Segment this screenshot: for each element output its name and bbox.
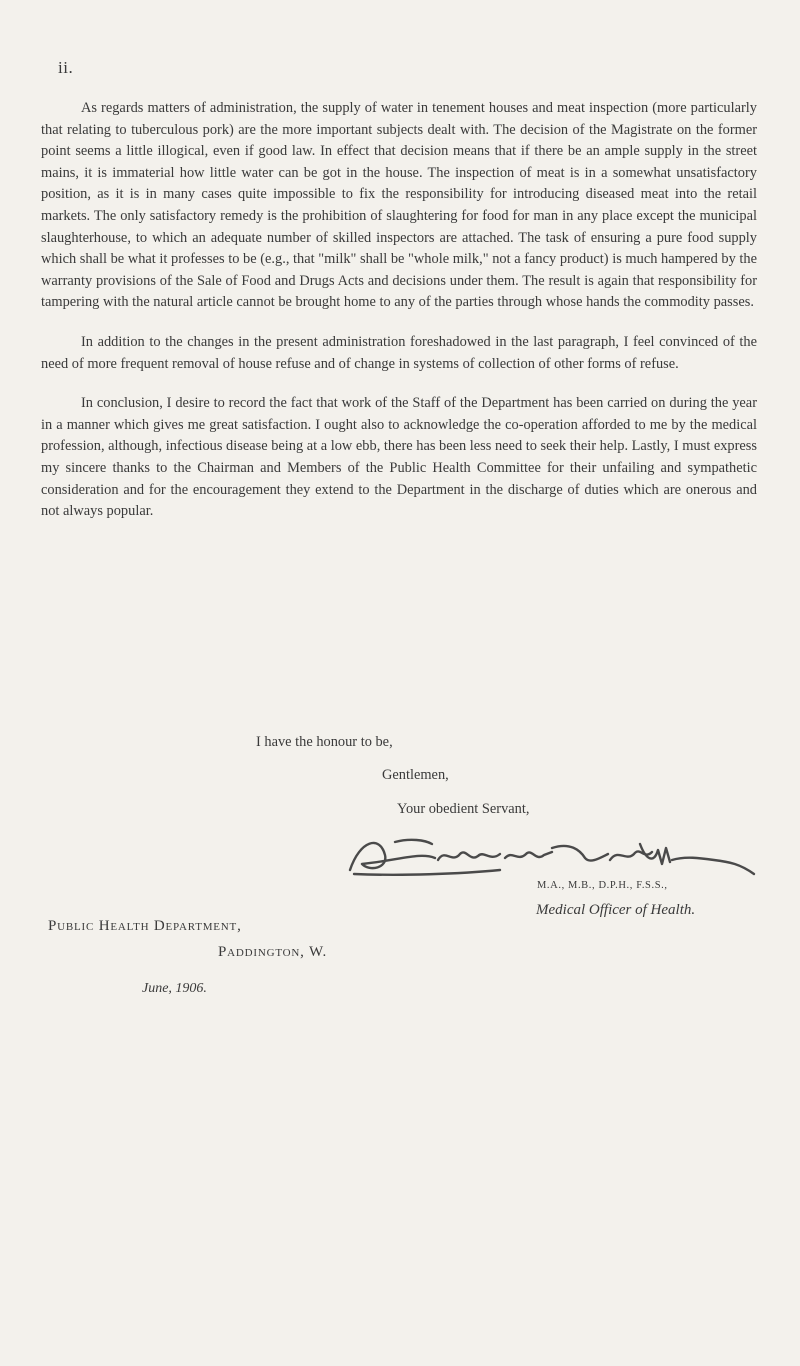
closing-salutation: Gentlemen, <box>382 767 449 783</box>
paragraph-conclusion: In conclusion, I desire to record the fact that work of the Staff of the Department has been carried on during the year in a manner which gives me great satisfaction. I ought also to acknowledge the co-operation afforded to me by the medical profession, although, infectious disease being at a low ebb, there has been less need to seek their help. Lastly, I must express my sincere thanks to the Chairman and Members of the Public Health Committee for their unfailing and sympathetic consideration and for the encouragement they extend to the Department in the discharge of duties which are onerous and not always popular. <box>41 395 758 520</box>
officer-title: Medical Officer of Health. <box>536 902 696 918</box>
department-place: Paddington, W. <box>218 944 328 960</box>
department-name: Public Health Department, <box>48 918 242 934</box>
letter-date: June, 1906. <box>142 981 207 996</box>
qualifications: M.A., M.B., D.P.H., F.S.S., <box>537 880 668 891</box>
handwritten-signature <box>340 830 760 880</box>
letter-body <box>41 98 757 541</box>
closing-servant: Your obedient Servant, <box>397 801 530 817</box>
page-number: ii. <box>58 58 74 77</box>
paragraph-refuse: In addition to the changes in the present administration foreshadowed in the last paragraph, I feel convinced of the need of more frequent removal of house refuse and of change in systems of collection of other forms of refuse. <box>41 333 757 372</box>
paragraph-administration: As regards matters of administration, the supply of water in tenement houses and meat inspection (more particularly that relating to tuberculous pork) are the more important subjects dealt with. The decision of the Magistrate on the former point seems a little illogical, even if good law. In effect that decision means that if there be an ample supply in the street mains, it is immaterial how little water can be got in the house. The inspection of meat is in a somewhat unsatisfactory position, as it is in many cases quite impossible to fix the responsibility for introducing diseased meat into the retail markets. The only satisfactory remedy is the prohibition of slaughtering for food for man in any place except the municipal slaughterhouse, to which an adequate number of skilled inspectors are attached. The task of ensuring a pure food supply which shall be what it professes to be (e.g., that "milk" shall be "whole milk," not a fancy product) is much hampered by the warranty provisions of the Sale of Food and Drugs Acts and decisions under them. The result is again that responsibility for tampering with the natural article cannot be brought home to any of the parties through whose hands the commodity passes. <box>41 100 757 311</box>
closing-honour: I have the honour to be, <box>256 734 393 750</box>
